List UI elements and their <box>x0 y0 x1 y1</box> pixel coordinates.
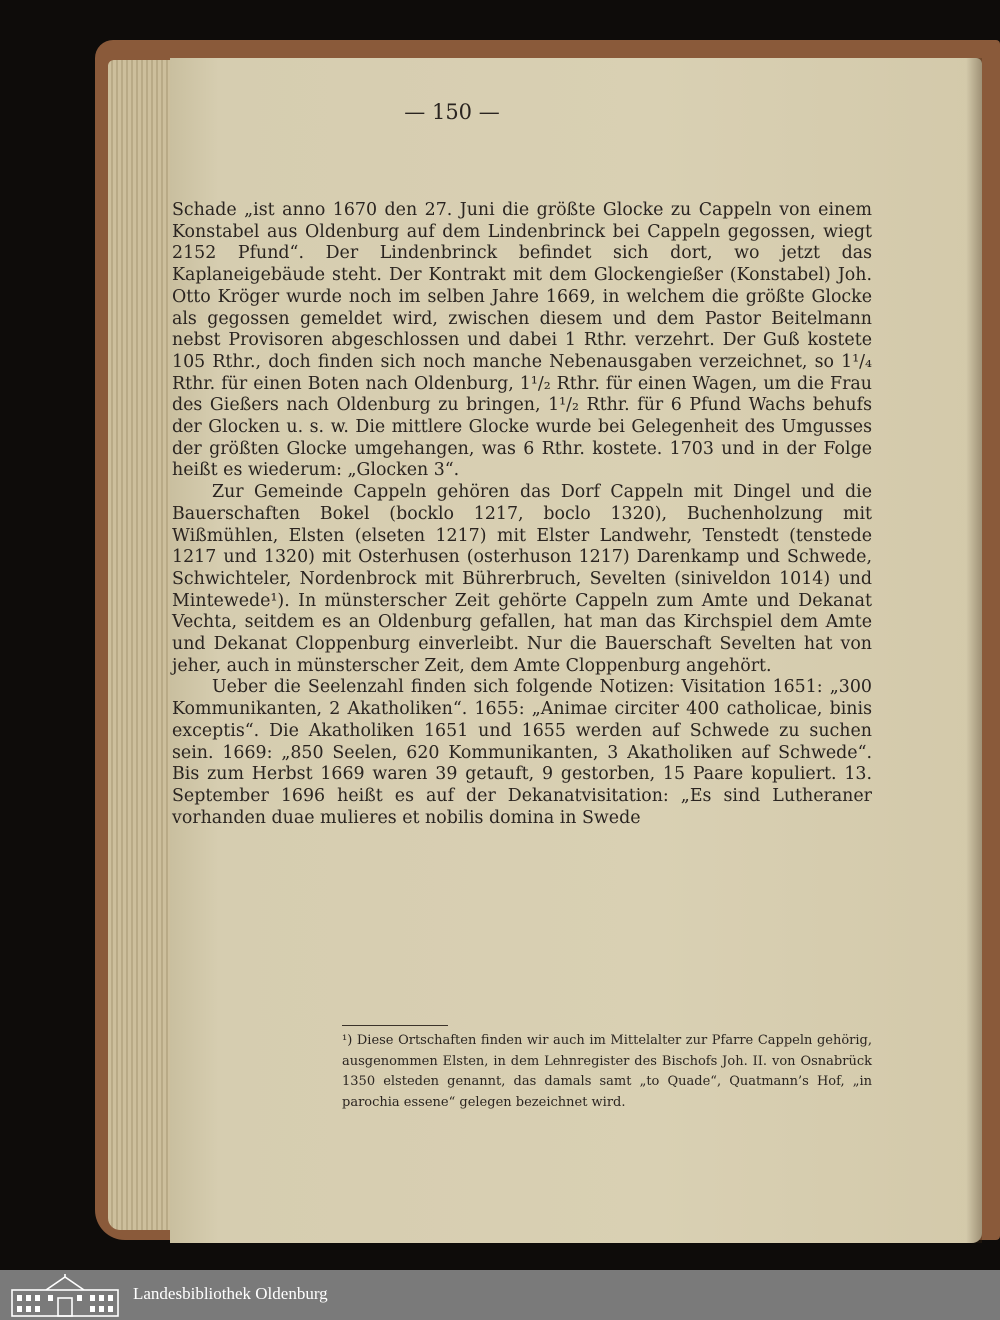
paragraph: Schade „ist anno 1670 den 27. Juni die größte Glocke zu Cappeln von einem Konstabel aus Oldenburg auf dem Lindenbrinck bei Cappeln gegossen, wiegt 2152 Pfund“. Der Lindenbrinck befindet sich dort, wo jetzt das Kaplaneigebäude steht. Der Kontrakt mit dem Glockengießer (Konstabel) Joh. Otto Kröger wurde noch im selben Jahre 1669, in welchem die größte Glocke als gegossen gemeldet wird, zwischen diesem und dem Pastor Beitelmann nebst Provisoren abgeschlossen und dabei 1 Rthr. verzehrt. Der Guß kostete 105 Rthr., doch finden sich noch manche Nebenausgaben verzeichnet, so 1¹/₄ Rthr. für einen Boten nach Oldenburg, 1¹/₂ Rthr. für einen Wagen, um die Frau des Gießers nach Oldenburg zu bringen, 1¹/₂ Rthr. für 6 Pfund Wachs behufs der Glocken u. s. w. Die mittlere Glocke wurde bei Gelegenheit des Umgusses der größten Glocke umgehangen, was 6 Rthr. kostete. 1703 und in der Folge heißt es wiederum: „Glocken 3“. <box>172 200 872 481</box>
paragraph: Ueber die Seelenzahl finden sich folgende Notizen: Visitation 1651: „300 Kommunikanten, 2 Akatholiken“. 1655: „Animae circiter 400 catholicae, binis exceptis“. Die Akatholiken 1651 und 1655 werden auf Schwede zu suchen sein. 1669: „850 Seelen, 620 Kommunikanten, 3 Akatholiken auf Schwede“. Bis zum Herbst 1669 waren 39 getauft, 9 gestorben, 15 Paare kopuliert. 13. September 1696 heißt es auf der Dekanatvisitation: „Es sind Lutheraner vorhanden duae mulieres et nobilis domina in Swede <box>172 677 872 828</box>
page-edges <box>108 60 178 1230</box>
paragraph: Zur Gemeinde Cappeln gehören das Dorf Cappeln mit Dingel und die Bauerschaften Bokel (bocklo 1217, boclo 1320), Buchenholzung mit Wißmühlen, Elsten (elseten 1217) mit Elster Landwehr, Tenstedt (tenstede 1217 und 1320) mit Osterhusen (osterhuson 1217) Darenkamp und Schwede, Schwichteler, Nordenbrock mit Bührerbruch, Sevelten (siniveldon 1014) und Mintewede¹). In münsterscher Zeit gehörte Cappeln zum Amte und Dekanat Vechta, seitdem es an Oldenburg gefallen, hat man das Kirchspiel dem Amte und Dekanat Cloppenburg einverleibt. Nur die Bauerschaft Sevelten hat von jeher, auch in münsterscher Zeit, dem Amte Cloppenburg angehört. <box>172 482 872 676</box>
footnote-divider <box>342 1025 448 1026</box>
page-gutter-shadow <box>966 58 982 1243</box>
library-building-icon <box>6 1272 124 1318</box>
footnote-text: ¹) Diese Ortschaften finden wir auch im Mittelalter zur Pfarre Cappeln gehörig, ausgenommen Elsten, in dem Lehnregister des Bischofs Joh. II. von Osnabrück 1350 elsteden genannt, das damals samt „to Quade“, Quatmann’s Hof, „in parochia essene“ gelegen bezeichnet wird. <box>342 1033 872 1110</box>
footnote <box>342 1031 872 1113</box>
page-number: — 150 — <box>404 100 500 124</box>
library-name: Landesbibliothek Oldenburg <box>133 1284 328 1303</box>
body-text <box>172 200 872 829</box>
footer-bar <box>0 1270 1000 1320</box>
